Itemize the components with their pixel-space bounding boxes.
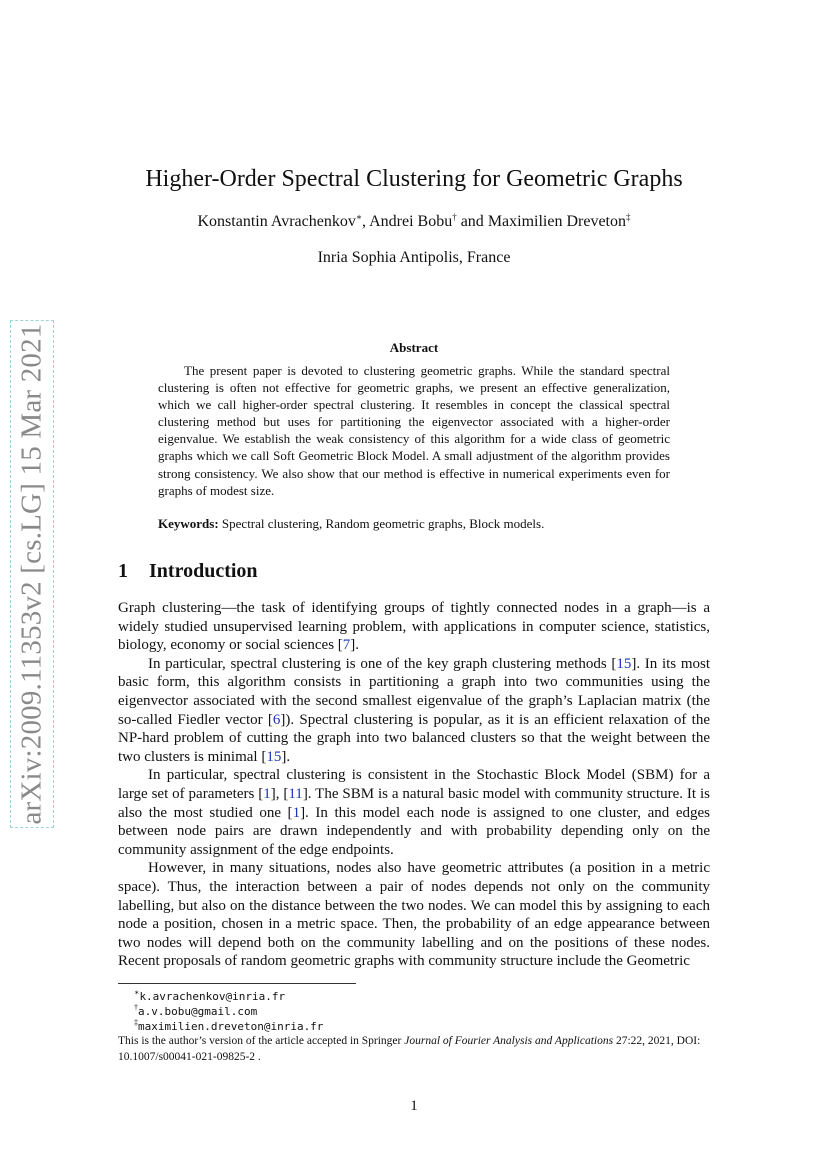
footnote <box>118 1003 726 1018</box>
author-name: Andrei Bobu <box>369 213 453 230</box>
author-list <box>0 212 828 231</box>
section-title: Introduction <box>149 560 258 582</box>
page-number: 1 <box>410 1098 418 1114</box>
paragraph-text: ]. <box>281 748 291 765</box>
section-heading <box>118 560 258 583</box>
paragraph-text: ], [ <box>270 785 289 802</box>
citation-link[interactable]: 11 <box>288 785 303 802</box>
keywords-text: Spectral clustering, Random geometric graphs, Block models. <box>218 516 545 531</box>
footnote-email[interactable]: a.v.bobu@gmail.com <box>138 1005 258 1018</box>
footnote <box>118 988 726 1003</box>
citation-link[interactable]: 7 <box>342 637 351 654</box>
arxiv-stamp <box>10 320 54 828</box>
affiliation: Inria Sophia Antipolis, France <box>317 249 511 266</box>
footnote-email[interactable]: maximilien.dreveton@inria.fr <box>138 1020 324 1033</box>
paper-title: Higher-Order Spectral Clustering for Geometric Graphs <box>145 166 683 192</box>
paragraph-text: ]. In its most basic form, this algorithm consists in partitioning a graph into two communities using the eigenvector associated with the second smallest eigenvalue of the graph’s Laplacian matrix (the so-called Fiedler vector [ <box>118 655 710 728</box>
paragraph-text: ]. <box>350 637 360 654</box>
footnote-mark: † <box>134 1003 138 1012</box>
author-name: Konstantin Avrachenkov <box>197 213 356 230</box>
paragraph-text: ]. In this model each node is assigned to one cluster, and edges between node pairs are drawn independently and with probability depending only on the community assignment of the edge endpoints. <box>118 804 710 858</box>
keywords <box>158 516 670 532</box>
footnote-email[interactable]: k.avrachenkov@inria.fr <box>139 990 286 1003</box>
author-separator: and <box>456 213 488 230</box>
citation-link[interactable]: 1 <box>263 785 271 802</box>
footnote-mark: ‡ <box>626 212 631 222</box>
author-name: Maximilien Dreveton <box>487 213 626 230</box>
citation-link[interactable]: 15 <box>616 655 632 672</box>
abstract-heading: Abstract <box>389 340 439 355</box>
paragraph: However, in many situations, nodes also have geometric attributes (a position in a metric space). Thus, the interaction between a pair of nodes depends not only on the community labelling, but also on the distance between the two nodes. We can model this by assigning to each node a position, chosen in a metric space. Then, the probability of an edge appearance between two nodes will depend both on the community labelling and on the positions of these nodes. Recent proposals of random geometric graphs with community structure include the Geometric <box>118 860 710 970</box>
journal-name: Journal of Fourier Analysis and Applications <box>404 1035 614 1047</box>
citation-link[interactable]: 1 <box>292 804 301 821</box>
paragraph <box>118 599 710 655</box>
citation-link[interactable]: 15 <box>266 748 282 765</box>
body-text <box>118 599 710 971</box>
footnote-rule <box>118 983 356 984</box>
paragraph-text: ]. The SBM is a natural basic model with community structure. It is also the most studied one [ <box>118 785 710 821</box>
note-text: 27:22, 2021, DOI: 10.1007/s00041-021-09825-2 . <box>118 1035 701 1063</box>
footnote-mark: ‡ <box>134 1018 138 1027</box>
paragraph-text: In particular, spectral clustering is consistent in the Stochastic Block Model (SBM) for a large set of parameters [ <box>118 767 710 802</box>
paragraph <box>118 766 710 859</box>
footnote-mark: ∗ <box>134 988 140 997</box>
author-separator: , <box>361 213 370 230</box>
publication-note <box>118 1033 710 1065</box>
citation-link[interactable]: 6 <box>272 711 281 728</box>
footnote <box>118 1018 726 1033</box>
paragraph <box>118 655 710 767</box>
footnote-mark: † <box>452 212 457 222</box>
note-text: This is the author’s version of the article accepted in Springer <box>118 1035 405 1047</box>
section-number: 1 <box>118 560 128 582</box>
paragraph-text: In particular, spectral clustering is one of the key graph clustering methods [ <box>148 655 617 672</box>
paragraph-text: Graph clustering—the task of identifying groups of tightly connected nodes in a graph—is a widely studied unsupervised learning problem, with applications in computer science, statistics, biology, economy or social sciences [ <box>118 600 710 654</box>
footnote-mark: ∗ <box>355 212 362 222</box>
paragraph-text: ]). Spectral clustering is popular, as it is an efficient relaxation of the NP-hard problem of cutting the graph into two balanced clusters so that the weight between the two clusters is minimal [ <box>118 711 710 765</box>
keywords-label: Keywords: <box>158 516 219 531</box>
arxiv-stamp-text: arXiv:2009.11353v2 [cs.LG] 15 Mar 2021 <box>15 323 48 825</box>
abstract-text: The present paper is devoted to clustering geometric graphs. While the standard spectral clustering is often not effective for geometric graphs, we present an effective generalization, which we call higher-order spectral clustering. It resembles in concept the classical spectral clustering method but uses for partitioning the eigenvector associated with a higher-order eigenvalue. We establish the weak consistency of this algorithm for a wide class of geometric graphs which we call Soft Geometric Block Model. A small adjustment of the algorithm provides strong consistency. We also show that our method is effective in numerical experiments even for graphs of modest size. <box>158 363 670 498</box>
